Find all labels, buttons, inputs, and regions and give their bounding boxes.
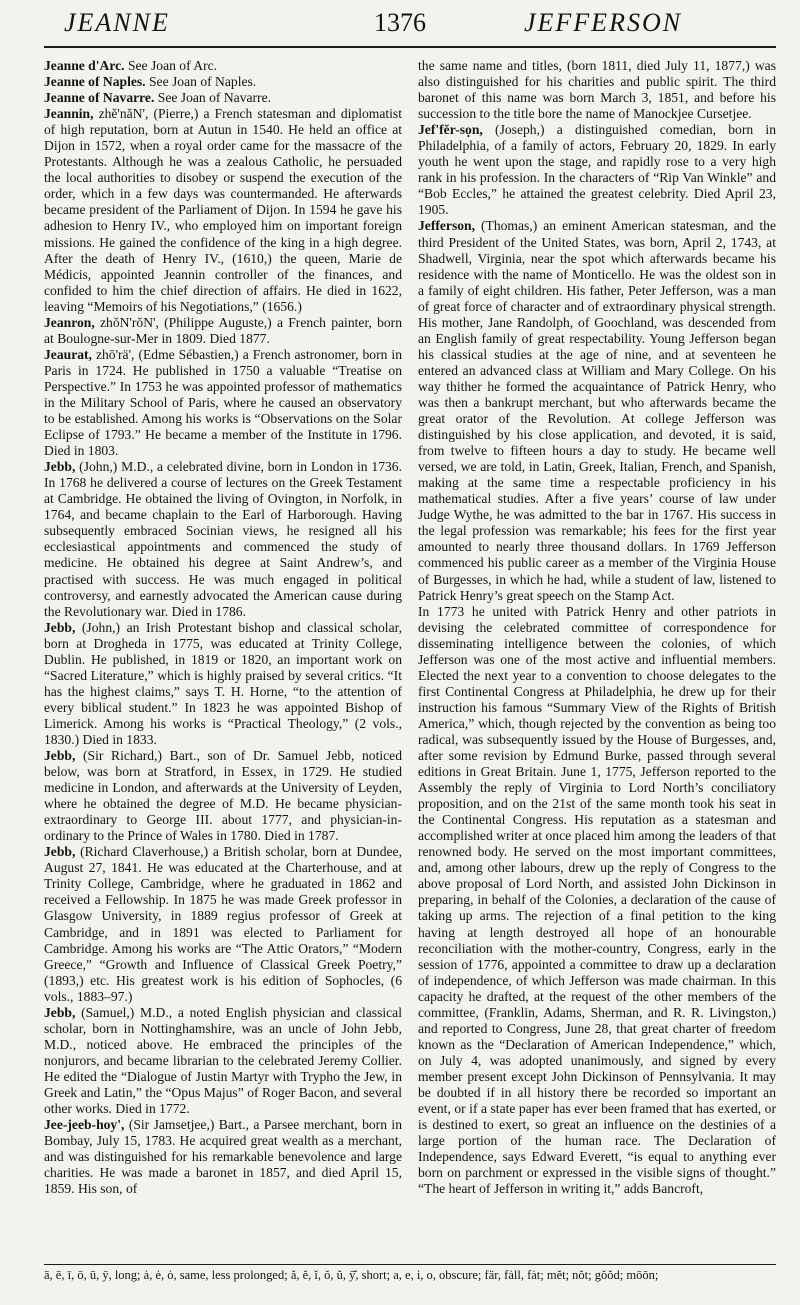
entry-headword: Jefferson,	[418, 218, 475, 234]
entry	[44, 1005, 402, 1117]
entry-headword: Jeanron,	[44, 314, 95, 330]
entry-headword: Jebb,	[44, 619, 76, 635]
entry-headword: Jebb,	[44, 459, 76, 475]
entry-body: zhĕ'năN', (Pierre,) a French statesman and diplomatist of high reputation, born at Autun in 1540. He held an office at Dijon in 1572, when a royal order came for the massacre of the Protestants. Although he was a zealous Catholic, he persuaded the local authorities to disobey or suspend the execution of the order, which in a few days was countermanded. He afterwards became president of the Parliament of Dijon. In 1594 he gave his adhesion to Henry IV., who employed him on important foreign missions. He gained the confidence of the king in a high degree. After the death of Henry IV., (1610,) the queen, Marie de Médicis, appointed Jeannin controller of the finances, and confided to him the chief direction of affairs. He died in 1622, leaving “Memoirs of his Negotiations,” (1656.)	[44, 106, 402, 314]
header-left-guide-word: JEANNE	[64, 8, 170, 37]
entry	[44, 58, 402, 74]
entry-body: the same name and titles, (born 1811, died July 11, 1877,) was also distinguished for his charities and public spirit. The third baronet of this name was born March 3, 1851, and before his succession to the title bore the name of Manockjee Cursetjee.	[418, 58, 776, 122]
entry	[44, 315, 402, 347]
entry-body: See Joan of Arc.	[124, 58, 218, 73]
entry-headword: Jeanne of Naples.	[44, 74, 146, 90]
entry	[418, 218, 776, 603]
entry	[44, 844, 402, 1004]
entry-headword: Jef'fĕr-sọn,	[418, 122, 483, 138]
entry-headword: Jebb,	[44, 844, 76, 860]
pronunciation-key-footer: ā, ē, ī, ō, ū, ȳ, long; ȧ, ė, ȯ, same, less prolonged; ă, ĕ, ĭ, ŏ, ŭ, ȳ̆, short; a, e, i, o, obscure; fär, fȧll, fȧt; mĕt; nŏt; gŏŏd; mōōn;	[44, 1264, 776, 1283]
entry-body: (Joseph,) a distinguished comedian, born in Philadelphia, of a family of actors, February 20, 1829. In early youth he went upon the stage, and rapidly rose to a very high rank in his profession. In the characters of “Rip Van Winkle” and “Bob Eccles,” he attained the greatest celebrity. Died April 23, 1905.	[418, 122, 776, 218]
entry-body: zhō'rä', (Edme Sébastien,) a French astronomer, born in Paris in 1724. He published in 1750 a valuable “Treatise on Perspective.” In 1753 he was appointed professor of mathematics in the Military School of Paris, where he caused an observatory to be established. Among his works is “Observations on the Solar Eclipse of 1793.” He became a member of the Institute in 1796. Died in 1803.	[44, 346, 402, 459]
entry-body: zhŏN'rŏN', (Philippe Auguste,) a French painter, born at Boulogne-sur-Mer in 1809. Died 1877.	[44, 314, 402, 346]
entry	[44, 1117, 402, 1197]
entry-headword: Jeanne of Navarre.	[44, 90, 155, 106]
entry-body: (Richard Claverhouse,) a British scholar, born at Dundee, August 27, 1841. He was educated at the Charterhouse, and at Trinity College, Cambridge, where he graduated in 1862 and received a Fellowship. In 1875 he was made Greek professor in Glasgow University, in 1889 regius professor of Greek at Cambridge, and in 1891 was elected to Parliament for Cambridge. Among his works are “The Attic Orators,” “Modern Greece,” “Growth and Influence of Classical Greek Poetry,” (1893,) etc. His greatest work is his edition of Sophocles, (6 vols., 1883–97.)	[44, 844, 402, 1004]
entry	[44, 106, 402, 315]
left-column	[44, 58, 402, 1197]
two-column-body	[44, 58, 776, 1197]
entry-body: (John,) an Irish Protestant bishop and classical scholar, born at Drogheda in 1775, was educated at Trinity College, Dublin. He published, in 1819 or 1820, an important work on “Sacred Literature,” which is highly praised by several critics. “It has the highest claims,” says T. H. Horne, “to the attention of every biblical student.” In 1823 he was appointed Bishop of Limerick. Among his works is “Practical Theology,” (2 vols., 1830.) Died in 1833.	[44, 619, 402, 747]
entry	[44, 347, 402, 459]
entry-body: See Joan of Navarre.	[154, 90, 272, 106]
entry-body: (Sir Richard,) Bart., son of Dr. Samuel Jebb, noticed below, was born at Stratford, in Essex, in 1729. He studied medicine in London, and afterwards at the University of Leyden, where he obtained the degree of M.D. He became physician-extraordinary to George III. about 1777, and physician-in-ordinary to the Prince of Wales in 1780. Died in 1787.	[44, 748, 402, 844]
entry	[418, 58, 776, 122]
running-header	[44, 6, 776, 48]
header-right-guide-word: JEFFERSON	[524, 8, 683, 37]
entry-headword: Jebb,	[44, 748, 76, 764]
entry-body: See Joan of Naples.	[145, 74, 257, 90]
entry-headword: Jeaurat,	[44, 346, 92, 362]
entry	[418, 122, 776, 218]
page-number: 1376	[374, 8, 426, 37]
right-column	[418, 58, 776, 1197]
entry	[44, 748, 402, 844]
entry-headword: Jee-jeeb-hoy',	[44, 1117, 125, 1133]
entry-body: (John,) M.D., a celebrated divine, born in London in 1736. In 1768 he delivered a course of lectures on the Greek Testament at Cambridge. He obtained the living of Ovington, in Norfolk, in 1764, and became chaplain to the Earl of Harborough. Having subsequently embraced Socinian views, he resigned all his ecclesiastical appointments and commenced the study of medicine. He obtained his degree at Saint Andrew’s, and practised with success. He was much engaged in political controversy, and earnestly advocated the American cause during the Revolutionary war. Died in 1786.	[44, 459, 402, 619]
entry-body: In 1773 he united with Patrick Henry and other patriots in devising the celebrated committee of correspondence for disseminating intelligence between the colonies, of which Jefferson was one of the most active and influential members. Elected the next year to a convention to choose delegates to the first Continental Congress at Philadelphia, he drew up for their instruction his famous “Summary View of the Rights of British America,” which, though rejected by the convention as being too radical, was subsequently issued by the House of Burgesses, and, after some revision by Edmund Burke, passed through several editions in Great Britain. June 1, 1775, Jefferson reported to the Assembly the reply of Virginia to Lord North’s conciliatory proposition, and on the 21st of the same month took his seat in the Continental Congress. His reputation as a statesman and accomplished writer at once placed him among the leaders of that renowned body. He served on the most important committees, and, among other labours, drew up the reply of Congress to the above proposal of Lord North, and assisted John Dickinson in preparing, in behalf of the Colonies, a declaration of the cause of taking up arms. The rejection of a final petition to the king having at length destroyed all hope of an honourable reconciliation with the mother-country, Congress, early in the session of 1776, appointed a committee to draw up a declaration of independence, of which Jefferson was made chairman. In this capacity he drafted, at the request of the other members of the committee, (Franklin, Adams, Sherman, and R. R. Livingston,) and reported to Congress, June 28, that great charter of freedom known as the “Declaration of American Independence,” which, on July 4, was adopted unanimously, and signed by every member present except John Dickinson of Pennsylvania. It may be doubted if in all history there be recorded so important an event, or if a state paper has ever been framed that has exerted, or is destined to exert, so great an influence on the destinies of a large portion of the human race. The Declaration of Independence, says Edward Everett, “is equal to anything ever born on parchment or expressed in the visible signs of thought.” “The heart of Jefferson in writing it,” adds Bancroft,	[418, 603, 776, 1197]
entry-body: (Thomas,) an eminent American statesman, and the third President of the United States, was born, April 2, 1743, at Shadwell, Virginia, near the spot which afterwards became his residence with the name of Monticello. He was the oldest son in a family of eight children. His father, Peter Jefferson, was a man of great force of character and of extraordinary physical strength. His mother, Jane Randolph, of Goochland, was descended from an English family of great respectability. Young Jefferson began his classical studies at the age of nine, and at seventeen he entered an advanced class at William and Mary College. On his way thither he formed the acquaintance of Patrick Henry, who was then a bankrupt merchant, but who afterwards became the great orator of the Revolution. At college Jefferson was distinguished by his close application, and devoted, it is said, from twelve to fifteen hours a day to study. He became well versed, we are told, in Latin, Greek, Italian, French, and Spanish, making at the same time a respectable proficiency in his mathematical studies. After a five years’ course of law under Judge Wythe, he was admitted to the bar in 1767. His success in the legal profession was remarkable; his fees for the first year amounted to nearly three thousand dollars. In 1769 Jefferson commenced his public career as a member of the Virginia House of Burgesses, in which he had, while a student of law, listened to Patrick Henry’s great speech on the Stamp Act.	[418, 218, 776, 603]
entry-body: (Sir Jamsetjee,) Bart., a Parsee merchant, born in Bombay, July 15, 1783. He acquired great wealth as a merchant, and was distinguished for his remarkable benevolence and large charities. He was made a baronet in 1857, and died April 15, 1859. His son, of	[44, 1117, 402, 1197]
entry-headword: Jeannin,	[44, 106, 94, 122]
entry-headword: Jebb,	[44, 1004, 76, 1020]
entry-body: (Samuel,) M.D., a noted English physician and classical scholar, born in Nottinghamshire, was an uncle of John Jebb, M.D., noticed above. He embraced the principles of the nonjurors, and became librarian to the celebrated Jeremy Collier. He edited the “Dialogue of Justin Martyr with Trypho the Jew, in Greek and Latin,” the “Opus Majus” of Roger Bacon, and several other works. Died in 1772.	[44, 1004, 402, 1117]
entry	[418, 604, 776, 1198]
entry-headword: Jeanne d'Arc.	[44, 58, 125, 73]
entry	[44, 620, 402, 748]
entry	[44, 90, 402, 106]
entry	[44, 459, 402, 619]
entry	[44, 74, 402, 90]
